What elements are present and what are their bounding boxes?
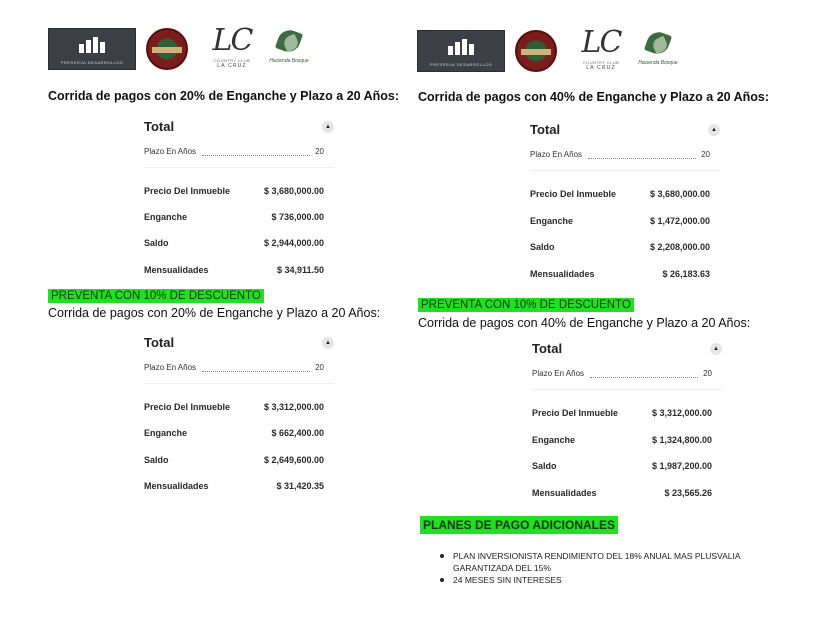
lc-logo-line1: COUNTRY CLUB bbox=[582, 60, 620, 65]
row-saldo bbox=[532, 461, 712, 471]
club-seal-logo bbox=[515, 30, 557, 72]
row-saldo bbox=[144, 238, 324, 248]
row-value: $ 3,312,000.00 bbox=[651, 408, 712, 418]
row-precio bbox=[530, 189, 710, 199]
plan-text: 24 MESES SIN INTERESES bbox=[453, 575, 562, 585]
preserva-logo bbox=[48, 28, 136, 70]
row-value: $ 2,944,000.00 bbox=[263, 238, 324, 248]
row-mensualidades bbox=[532, 488, 712, 498]
plazo-value: 20 bbox=[315, 147, 324, 156]
lc-logo-line2: LA CRUZ bbox=[586, 65, 616, 71]
section-heading: Corrida de pagos con 20% de Enganche y Plazo a 20 Años: bbox=[48, 89, 400, 103]
row-label: Saldo bbox=[144, 238, 169, 248]
list-item bbox=[440, 574, 783, 586]
hacienda-leaf-logo bbox=[637, 28, 679, 72]
logo-strip bbox=[417, 26, 697, 76]
row-enganche bbox=[144, 428, 324, 438]
plazo-label: Plazo En Años bbox=[532, 369, 585, 378]
row-value: $ 2,649,600.00 bbox=[263, 455, 324, 465]
row-enganche bbox=[532, 435, 712, 445]
presale-discount-badge: PREVENTA CON 10% DE DESCUENTO bbox=[48, 289, 264, 303]
row-value: $ 1,472,000.00 bbox=[649, 216, 710, 226]
row-mensualidades bbox=[144, 265, 324, 275]
card-total-title: Total bbox=[144, 335, 175, 350]
club-seal-logo bbox=[146, 28, 188, 70]
bullet-icon bbox=[440, 578, 444, 582]
row-label: Precio Del Inmueble bbox=[144, 186, 231, 196]
row-precio bbox=[144, 186, 324, 196]
list-item bbox=[440, 550, 783, 574]
plazo-value: 20 bbox=[703, 369, 712, 378]
row-value: $ 3,680,000.00 bbox=[649, 189, 710, 199]
collapse-caret-icon[interactable]: ▲ bbox=[322, 337, 334, 349]
row-label: Mensualidades bbox=[144, 265, 209, 275]
buildings-icon bbox=[79, 37, 105, 53]
row-label: Precio Del Inmueble bbox=[530, 189, 617, 199]
plazo-label: Plazo En Años bbox=[530, 150, 583, 159]
lc-logo-line2: LA CRUZ bbox=[217, 63, 247, 69]
card-total-title: Total bbox=[144, 119, 175, 134]
preserva-logo-caption: PRESERVA DESARROLLOS bbox=[60, 60, 124, 65]
lc-logo-line1: COUNTRY CLUB bbox=[213, 58, 251, 63]
card-total-title: Total bbox=[530, 122, 561, 137]
preserva-logo-caption: PRESERVA DESARROLLOS bbox=[429, 62, 493, 67]
row-label: Saldo bbox=[144, 455, 169, 465]
row-value: $ 3,312,000.00 bbox=[263, 402, 324, 412]
leaf-logo-text: Hacienda Bosque bbox=[638, 60, 678, 66]
collapse-caret-icon[interactable]: ▲ bbox=[322, 121, 334, 133]
row-value: $ 736,000.00 bbox=[271, 212, 324, 222]
lc-country-club-logo bbox=[573, 26, 629, 76]
row-precio bbox=[144, 402, 324, 412]
row-label: Precio Del Inmueble bbox=[532, 408, 619, 418]
additional-plans-list bbox=[440, 550, 783, 586]
section-heading: Corrida de pagos con 40% de Enganche y Plazo a 20 Años: bbox=[418, 90, 770, 104]
lc-logo-mark: LC bbox=[212, 23, 252, 58]
logo-strip bbox=[48, 24, 328, 74]
row-label: Mensualidades bbox=[144, 481, 209, 491]
row-value: $ 1,987,200.00 bbox=[651, 461, 712, 471]
plazo-label: Plazo En Años bbox=[144, 363, 197, 372]
row-enganche bbox=[144, 212, 324, 222]
row-value: $ 34,911.50 bbox=[276, 265, 324, 275]
row-saldo bbox=[530, 242, 710, 252]
row-value: $ 3,680,000.00 bbox=[263, 186, 324, 196]
row-value: $ 662,400.00 bbox=[271, 428, 324, 438]
plan-text: PLAN INVERSIONISTA RENDIMIENTO DEL 18% ANUAL MAS PLUSVALIA GARANTIZADA DEL 15% bbox=[453, 551, 741, 573]
row-label: Enganche bbox=[144, 428, 188, 438]
row-label: Mensualidades bbox=[532, 488, 597, 498]
row-enganche bbox=[530, 216, 710, 226]
plazo-label: Plazo En Años bbox=[144, 147, 197, 156]
presale-discount-badge: PREVENTA CON 10% DE DESCUENTO bbox=[418, 298, 634, 312]
row-mensualidades bbox=[530, 269, 710, 279]
collapse-caret-icon[interactable]: ▲ bbox=[708, 124, 720, 136]
row-label: Enganche bbox=[144, 212, 188, 222]
row-label: Saldo bbox=[530, 242, 555, 252]
row-mensualidades bbox=[144, 481, 324, 491]
row-value: $ 26,183.63 bbox=[662, 269, 710, 279]
lc-logo-mark: LC bbox=[581, 25, 621, 60]
bullet-icon bbox=[440, 554, 444, 558]
additional-plans-title: PLANES DE PAGO ADICIONALES bbox=[420, 516, 618, 534]
leaf-logo-text: Hacienda Bosque bbox=[269, 58, 309, 64]
row-label: Mensualidades bbox=[530, 269, 595, 279]
row-saldo bbox=[144, 455, 324, 465]
row-precio bbox=[532, 408, 712, 418]
right-column bbox=[420, 0, 840, 630]
lc-country-club-logo bbox=[204, 24, 260, 74]
plazo-value: 20 bbox=[315, 363, 324, 372]
card-total-title: Total bbox=[532, 341, 563, 356]
section-heading-2: Corrida de pagos con 40% de Enganche y Plazo a 20 Años: bbox=[418, 316, 751, 330]
section-heading-2: Corrida de pagos con 20% de Enganche y Plazo a 20 Años: bbox=[48, 306, 381, 320]
collapse-caret-icon[interactable]: ▲ bbox=[710, 343, 722, 355]
row-value: $ 1,324,800.00 bbox=[651, 435, 712, 445]
row-value: $ 2,208,000.00 bbox=[649, 242, 710, 252]
row-label: Saldo bbox=[532, 461, 557, 471]
hacienda-leaf-logo bbox=[268, 26, 310, 70]
buildings-icon bbox=[448, 39, 474, 55]
plazo-value: 20 bbox=[701, 150, 710, 159]
preserva-logo bbox=[417, 30, 505, 72]
row-value: $ 23,565.26 bbox=[664, 488, 712, 498]
row-label: Enganche bbox=[530, 216, 574, 226]
row-label: Precio Del Inmueble bbox=[144, 402, 231, 412]
row-label: Enganche bbox=[532, 435, 576, 445]
row-value: $ 31,420.35 bbox=[276, 481, 324, 491]
